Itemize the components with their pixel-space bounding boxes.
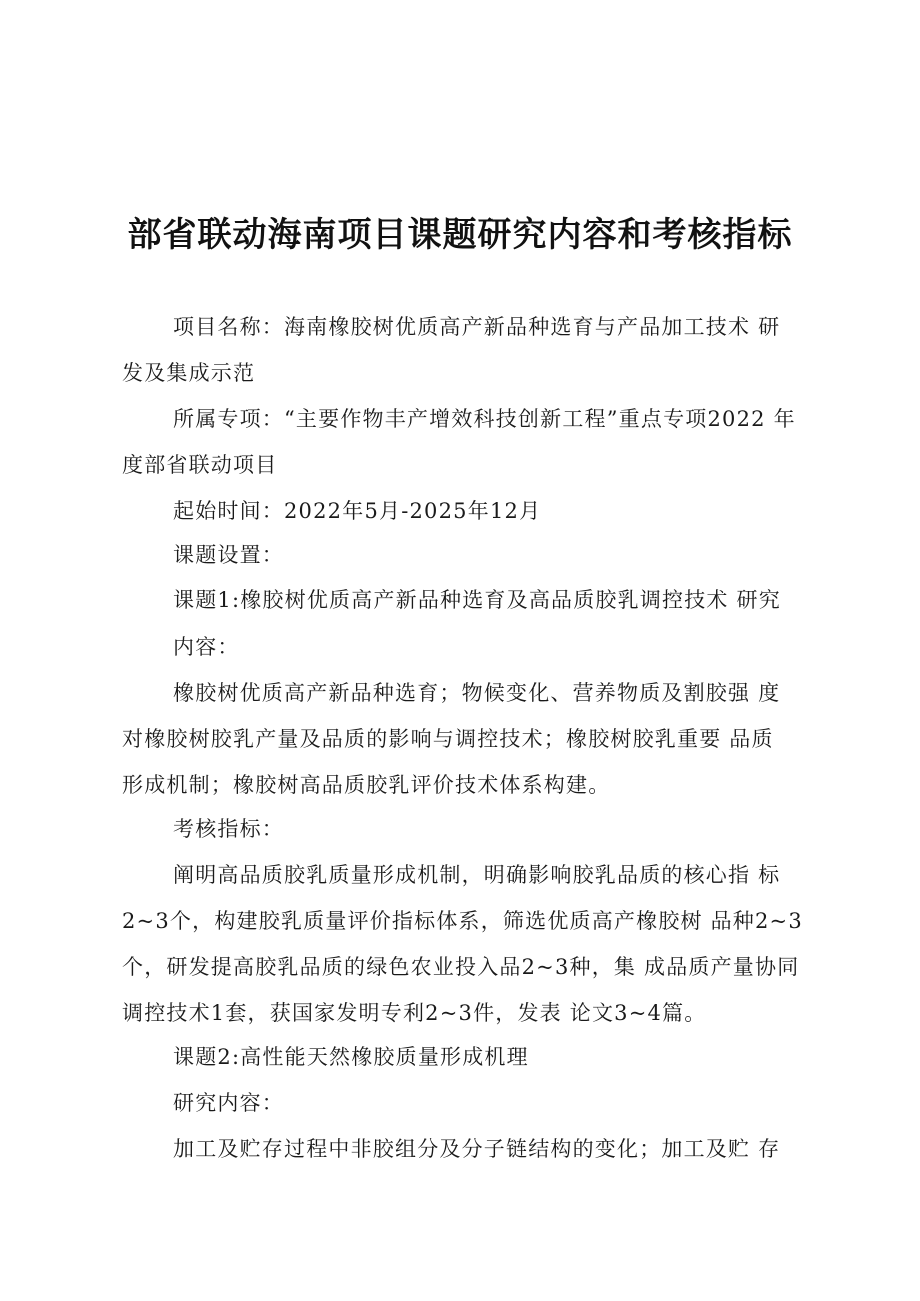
assessment-heading: 考核指标： bbox=[173, 817, 284, 841]
document-title: 部省联动海南项目课题研究内容和考核指标 bbox=[127, 215, 793, 255]
topic-1-content-line-1: 橡胶树优质高产新品种选育；物候变化、营养物质及割胶强 度 bbox=[173, 681, 781, 705]
assessment-line-1: 阐明高品质胶乳质量形成机制，明确影响胶乳品质的核心指 标 bbox=[173, 863, 781, 887]
topic-2-content-heading: 研究内容： bbox=[173, 1091, 284, 1115]
assessment-line-3: 个，研发提高胶乳品质的绿色农业投入品2~3种，集 成品质产量协同 bbox=[122, 955, 800, 979]
special-project-line-2: 度部省联动项目 bbox=[122, 453, 278, 477]
project-name-line-1: 项目名称：海南橡胶树优质高产新品种选育与产品加工技术 研 bbox=[173, 315, 781, 339]
topic-1-content-line-3: 形成机制；橡胶树高品质胶乳评价技术体系构建。 bbox=[122, 773, 611, 797]
topic-2-title: 课题2:高性能天然橡胶质量形成机理 bbox=[173, 1045, 529, 1069]
topic-1-title-line-1: 课题1:橡胶树优质高产新品种选育及高品质胶乳调控技术 研究 bbox=[173, 588, 781, 612]
start-time-line: 起始时间：2022年5月-2025年12月 bbox=[173, 499, 542, 523]
project-name-line-2: 发及集成示范 bbox=[122, 361, 256, 385]
assessment-line-4: 调控技术1套，获国家发明专利2~3件，发表 论文3~4篇。 bbox=[122, 1001, 707, 1025]
special-project-line-1: 所属专项：“主要作物丰产增效科技创新工程”重点专项2022 年 bbox=[173, 407, 796, 431]
topic-2-content-line-1: 加工及贮存过程中非胶组分及分子链结构的变化；加工及贮 存 bbox=[173, 1137, 781, 1161]
assessment-line-2: 2~3个，构建胶乳质量评价指标体系，筛选优质高产橡胶树 品种2~3 bbox=[122, 909, 803, 933]
topic-1-title-line-2: 内容： bbox=[173, 635, 240, 659]
topic-setup-heading: 课题设置： bbox=[173, 543, 284, 567]
topic-1-content-line-2: 对橡胶树胶乳产量及品质的影响与调控技术；橡胶树胶乳重要 品质 bbox=[122, 727, 774, 751]
